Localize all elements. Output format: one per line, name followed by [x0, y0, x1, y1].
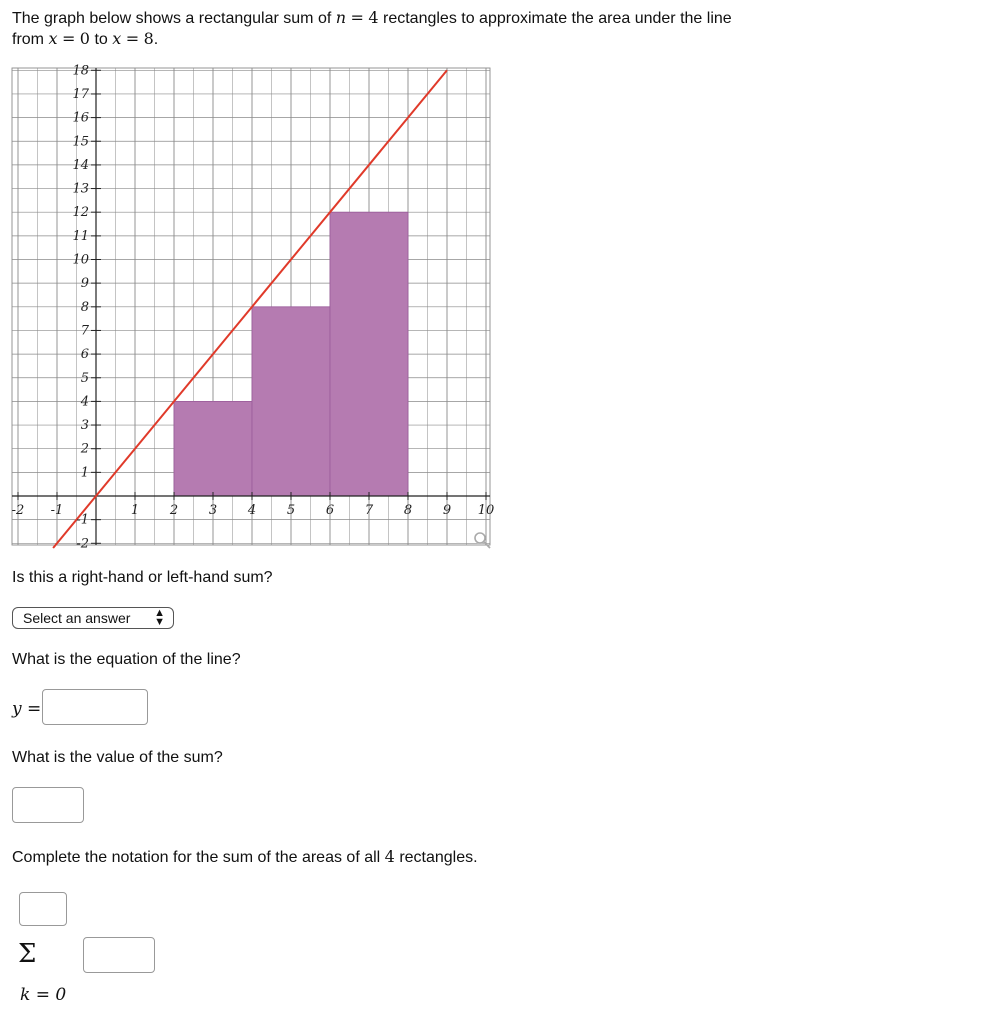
question-4	[12, 847, 478, 867]
prompt-to: to	[94, 31, 108, 48]
x-tick-label: 10	[477, 503, 495, 518]
prompt-text: The graph below shows a rectangular sum of	[12, 10, 332, 27]
y-tick-label: 3	[80, 418, 89, 434]
period: .	[153, 31, 159, 48]
y-tick-label: -2	[76, 536, 89, 552]
riemann-rectangle	[252, 307, 330, 496]
question-4-text-2: rectangles.	[399, 849, 478, 866]
sum-value-input[interactable]	[12, 787, 84, 823]
y-tick-label: 17	[72, 86, 89, 102]
y-equals-text: y =	[12, 699, 42, 719]
x-end: 8	[143, 29, 154, 48]
summand-input[interactable]	[83, 937, 155, 973]
y-tick-label: 13	[72, 181, 89, 197]
equals-sign-2: =	[61, 29, 76, 48]
x-tick-label: 9	[442, 503, 452, 518]
x-tick-label: 4	[247, 503, 257, 518]
y-tick-label: 18	[72, 63, 89, 79]
x-tick-label: 1	[130, 503, 140, 518]
y-tick-label: 2	[80, 441, 89, 457]
y-tick-label: 11	[72, 228, 89, 244]
x-tick-label: 7	[364, 503, 374, 518]
y-tick-label: 6	[80, 347, 89, 363]
y-tick-label: 9	[80, 276, 89, 292]
y-tick-label: 8	[80, 299, 89, 315]
y-tick-label: 4	[80, 394, 89, 410]
x-tick-label: -2	[11, 503, 25, 518]
n-variable: n	[335, 8, 347, 27]
y-equals-label	[12, 699, 41, 719]
lower-limit-label	[20, 985, 66, 1005]
select-arrows-icon: ▲ ▼	[154, 607, 165, 628]
sum-type-select[interactable]	[12, 607, 174, 629]
equals-sign-3: =	[125, 29, 140, 48]
y-tick-label: 10	[72, 252, 89, 268]
y-tick-label: 1	[80, 465, 89, 481]
rectangle-count: 4	[384, 847, 395, 866]
sigma-symbol: Σ	[18, 939, 37, 969]
x-variable: x	[48, 29, 58, 48]
y-tick-label: 14	[72, 157, 89, 173]
graph	[0, 60, 520, 555]
riemann-rectangle	[330, 212, 408, 496]
n-value: 4	[368, 8, 379, 27]
x-variable-2: x	[112, 29, 122, 48]
question-3: What is the value of the sum?	[12, 749, 223, 766]
problem-statement	[12, 8, 912, 50]
x-tick-label: 2	[169, 503, 179, 518]
x-tick-label: 3	[208, 503, 218, 518]
y-tick-label: 15	[72, 134, 89, 150]
magnifier-icon[interactable]	[475, 533, 490, 548]
x-tick-label: -1	[50, 503, 64, 518]
equation-input[interactable]	[42, 689, 148, 725]
prompt-text-2: rectangles to approximate the area under the line	[383, 10, 732, 27]
y-tick-label: 12	[72, 205, 89, 221]
question-1: Is this a right-hand or left-hand sum?	[12, 569, 273, 586]
y-tick-label: 5	[80, 370, 89, 386]
question-2: What is the equation of the line?	[12, 651, 241, 668]
y-tick-label: 7	[80, 323, 89, 339]
x-tick-label: 6	[325, 503, 335, 518]
x-tick-label: 8	[403, 503, 413, 518]
y-tick-label: -1	[76, 512, 89, 528]
question-4-text: Complete the notation for the sum of the areas of all	[12, 849, 381, 866]
upper-limit-input[interactable]	[19, 892, 67, 926]
select-value: Select an answer	[23, 610, 131, 626]
prompt-from: from	[12, 31, 44, 48]
y-tick-label: 16	[72, 110, 89, 126]
x-start: 0	[79, 29, 90, 48]
k-equals-text: k = 0	[20, 985, 67, 1005]
equals-sign: =	[350, 8, 364, 27]
x-tick-label: 5	[286, 503, 296, 518]
riemann-rectangle	[174, 401, 252, 496]
